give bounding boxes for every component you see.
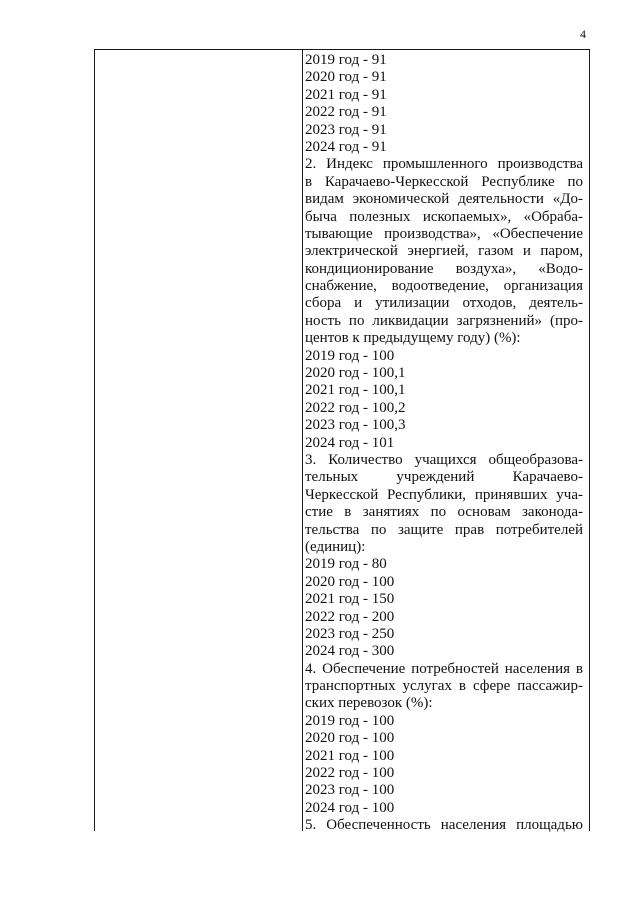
text-line: 2022 год - 100 — [305, 765, 395, 782]
text-line: кондиционирование воздуха», «Водо- — [305, 260, 583, 277]
text-line: 4. Обеспечение потребностей населения в — [305, 660, 583, 677]
text-line: видам экономической деятельности «До- — [305, 191, 583, 208]
text-line: 2022 год - 200 — [305, 608, 395, 625]
text-line: 2. Индекс промышленного производства — [305, 156, 583, 173]
text-line: 5. Обеспеченность населения площадью — [305, 817, 583, 834]
text-line: электрической энергией, газом и паром, — [305, 243, 583, 260]
text-line: Черкесской Республики, принявших уча- — [305, 486, 583, 503]
text-line: 2022 год - 91 — [305, 104, 387, 121]
text-line: ность по ликвидации загрязнений» (про- — [305, 312, 583, 329]
page-number: 4 — [580, 27, 586, 41]
text-line: 2019 год - 80 — [305, 556, 387, 573]
text-line: 2021 год - 100 — [305, 747, 395, 764]
text-line: (единиц): — [305, 538, 366, 555]
text-line: транспортных услугах в сфере пассажир- — [305, 678, 583, 695]
text-line: в Карачаево-Черкесской Республике по — [305, 173, 583, 190]
table-right-column — [305, 52, 583, 835]
text-line: центов к предыдущему году) (%): — [305, 330, 521, 347]
text-line: 2023 год - 100,3 — [305, 417, 406, 434]
text-line: стие в занятиях по основам законода- — [305, 504, 583, 521]
text-line: 2021 год - 91 — [305, 86, 387, 103]
text-line: 2020 год - 91 — [305, 69, 387, 86]
text-line: 2023 год - 100 — [305, 782, 395, 799]
text-line: 3. Количество учащихся общеобразова- — [305, 451, 583, 468]
text-line: 2024 год - 100 — [305, 799, 395, 816]
text-line: 2020 год - 100 — [305, 573, 395, 590]
text-line: 2020 год - 100,1 — [305, 365, 406, 382]
text-line: 2021 год - 100,1 — [305, 382, 406, 399]
text-line: 2019 год - 91 — [305, 52, 387, 68]
document-table — [94, 49, 590, 834]
text-line: 2019 год - 100 — [305, 347, 395, 364]
text-line: 2022 год - 100,2 — [305, 399, 406, 416]
text-line: ских перевозок (%): — [305, 695, 433, 712]
text-line: 2024 год - 91 — [305, 138, 387, 155]
text-line: 2021 год - 150 — [305, 591, 395, 608]
text-line: снабжение, водоотведение, организация — [305, 278, 583, 295]
text-line: тельных учреждений Карачаево- — [305, 469, 583, 486]
text-line: 2023 год - 250 — [305, 625, 395, 642]
table-left-column — [95, 50, 303, 831]
text-line: тельства по защите прав потребителей — [305, 521, 583, 538]
text-line: сбора и утилизации отходов, деятель- — [305, 295, 583, 312]
text-line: тывающие производства», «Обеспечение — [305, 225, 583, 242]
text-line: 2019 год - 100 — [305, 712, 395, 729]
text-line: 2023 год - 91 — [305, 121, 387, 138]
text-line: быча полезных ископаемых», «Обраба- — [305, 208, 583, 225]
text-line: 2024 год - 101 — [305, 434, 395, 451]
text-line: 2024 год - 300 — [305, 643, 395, 660]
text-line: 2020 год - 100 — [305, 730, 395, 747]
